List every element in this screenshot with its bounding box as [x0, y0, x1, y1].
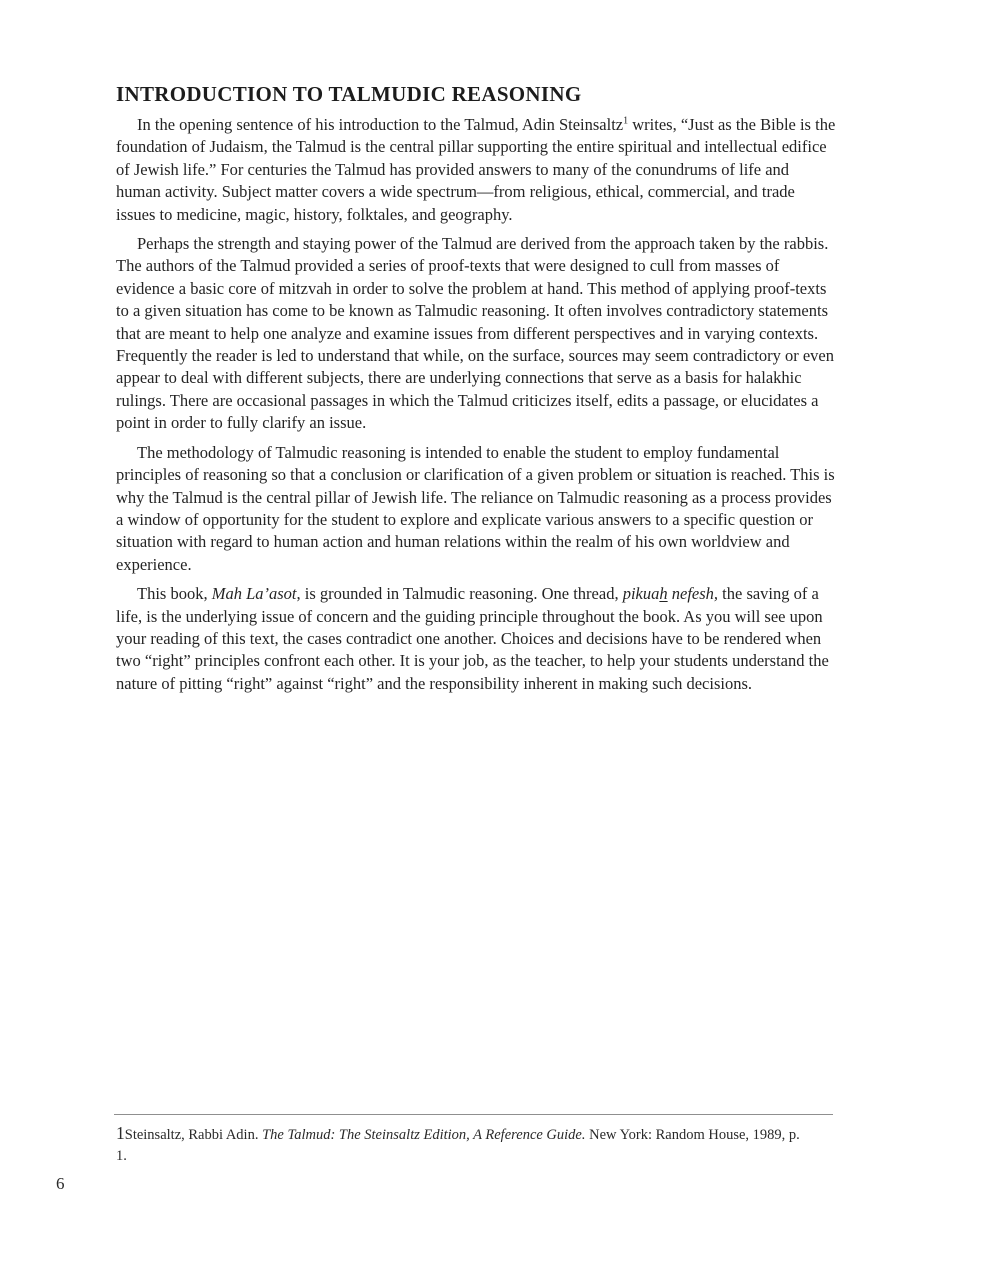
text-segment: The methodology of Talmudic reasoning is intended to enable the student to employ fundamental principles of reasoning so that a conclusion or clarification of a given problem or situation is reached. This is why the Talmud is the central pillar of Jewish life. The reliance on Talmudic reasoning as a process provides a window of opportunity for the student to explore and explicate various answers to a specific question or situation with regard to human action and human relations within the realm of his own worldview and experience.: [116, 442, 835, 574]
text-segment: Perhaps the strength and staying power of the Talmud are derived from the approach taken by the rabbis. The authors of the Talmud provided a series of proof-texts that were designed to cull from masses of evidence a basic core of mitzvah in order to solve the problem at hand. This method of applying proof-texts to a given situation has come to be known as Talmudic reasoning. It often involves contradictory statements that are meant to help one analyze and examine issues from different perspectives and in varying contexts. Frequently the reader is led to understand that while, on the surface, sources may seem contradictory or even appear to deal with different subjects, there are underlying connections that serve as a basis for halakhic rulings. There are occasional passages in which the Talmud criticizes itself, edits a passage, or elucidates a point in order to fully clarify an issue.: [116, 234, 834, 433]
body-text: [116, 114, 838, 702]
paragraph: [116, 114, 838, 226]
page-heading: INTRODUCTION TO TALMUDIC REASONING: [116, 82, 582, 106]
text-segment: h: [659, 584, 668, 604]
text-segment: the saving of a life, is the underlying issue of concern and the guiding principle throughout the book. As you will see upon your reading of this text, the cases contradict one another. Choices and decisions have to be rendered when two “right” principles confront each other. It is your job, as the teacher, to help your students understand the nature of pitting “right” against “right” and the responsibility inherent in making such decisions.: [116, 584, 829, 693]
paragraph: [116, 442, 838, 576]
text-segment: New York: Random House, 1989, p. 1.: [116, 1127, 800, 1164]
text-segment: Mah La’asot: [211, 584, 297, 604]
text-segment: pikua: [622, 584, 660, 604]
text-segment: writes, “Just as the Bible is the foundation of Judaism, the Talmud is the central pillar supporting the entire spiritual and intellectual edifice of Jewish life.” For centuries the Talmud has provided answers to many of the conundrums of life and human activity. Subject matter covers a wide spectrum—from religious, ethical, commercial, and trade issues to medicine, magic, history, folktales, and geography.: [116, 115, 836, 224]
text-segment: 1: [623, 115, 629, 127]
text-segment: , is grounded in Talmudic reasoning. One thread,: [296, 584, 623, 604]
text-segment: Steinsaltz, Rabbi Adin.: [124, 1127, 263, 1143]
paragraph: [116, 233, 838, 435]
text-segment: 1: [116, 1123, 125, 1143]
footnote: [116, 1123, 804, 1166]
text-segment: This book,: [137, 584, 212, 604]
paragraph: [116, 583, 838, 695]
page-number: 6: [56, 1174, 65, 1193]
text-segment: The Talmud: The Steinsaltz Edition, A Reference Guide.: [262, 1127, 586, 1143]
text-segment: nefesh,: [667, 584, 719, 604]
footnote-divider: [114, 1114, 833, 1115]
footnote-area: [114, 1114, 833, 1166]
text-segment: In the opening sentence of his introduction to the Talmud, Adin Steinsaltz: [137, 115, 624, 134]
